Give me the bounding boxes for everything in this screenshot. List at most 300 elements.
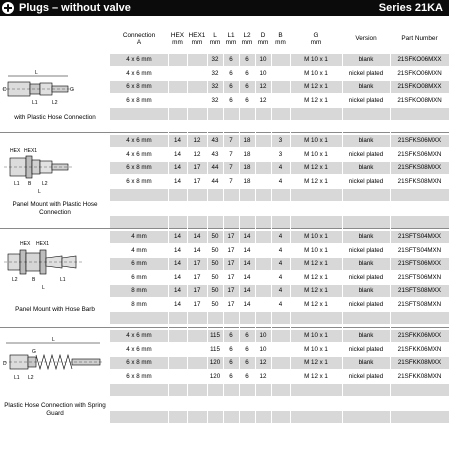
cell-l1 [223,384,239,396]
cell-l: 32 [211,96,219,104]
table-row [110,357,449,369]
cell-hex: 14 [174,137,181,144]
cell-l2: 14 [243,233,251,240]
cell-hex1 [187,371,207,383]
cell-g: M 12 x 1 [304,83,328,90]
table-row [110,203,449,215]
table-row [110,312,449,324]
cell-hex [168,108,187,120]
table-row [110,216,449,228]
cell-l1: 7 [229,150,233,158]
cell-hex [168,312,187,324]
cell-hex [168,357,187,369]
cell-l2 [239,312,255,324]
cell-l2: 18 [243,164,251,171]
cell-hex: 14 [174,287,181,294]
cell-part [390,203,449,215]
cell-l2 [239,203,255,215]
cell-hex [168,54,187,66]
cell-part: 21SFKO08MXX [397,83,442,90]
table-row [110,285,449,297]
cell-b [271,203,290,215]
cell-b: 4 [278,233,283,240]
column-divider [187,28,188,425]
cell-g: M 10 x 1 [304,150,328,158]
cell-connection: 6 x 8 mm [126,83,152,90]
cell-hex [168,203,187,215]
dim-label-l: L [38,189,41,195]
cell-l1: 6 [229,56,233,63]
cell-connection: 4 x 6 mm [126,345,152,353]
cell-g: M 12 x 1 [304,260,328,267]
dim-label-hex1: HEX1 [36,241,50,247]
cell-hex: 14 [174,300,181,308]
cell-connection [110,203,168,215]
cell-b [271,371,290,383]
cell-l1 [223,189,239,201]
cell-version: nickel plated [348,177,384,185]
table-row [110,411,449,423]
cell-g: M 12 x 1 [304,273,328,281]
cell-hex1: 17 [193,177,201,185]
cell-l2 [239,216,255,228]
cell-l1: 7 [229,164,233,171]
cell-l [207,189,223,201]
cell-connection: 4 mm [131,233,147,240]
cell-part [390,398,449,410]
cell-part: 21SFKS08MXX [397,164,442,171]
cell-part: 21SFKK06MXN [397,345,442,353]
cell-hex1 [187,189,207,201]
cell-l1 [223,216,239,228]
cell-hex1: 12 [193,137,201,144]
cell-l: 50 [211,287,219,294]
column-header-b: B mm [275,31,286,46]
cell-g [290,312,342,324]
group-divider [0,132,449,133]
cell-b: 4 [278,177,283,185]
cell-g: M 12 x 1 [304,96,328,104]
table-row [110,68,449,80]
cell-version: blank [358,56,374,63]
cell-b [271,216,290,228]
cell-b [271,384,290,396]
column-divider [168,28,169,425]
cell-l2: 6 [245,332,249,339]
cell-d [255,216,271,228]
cell-part [390,108,449,120]
table-row [110,95,449,107]
cell-d: 10 [259,332,267,339]
dim-label-g: G [32,349,36,355]
cell-hex [168,81,187,93]
cell-l: 50 [211,300,219,308]
cell-part: 21SFKK06MXX [397,332,442,339]
cell-l: 115 [210,345,220,353]
cell-l2: 18 [243,150,251,158]
cell-hex1: 17 [193,300,201,308]
cell-l2: 14 [243,300,251,308]
dim-label-l2: L2 [28,375,34,381]
table-row [110,258,449,270]
cell-hex: 14 [174,246,181,254]
cell-d [255,245,271,257]
cell-g [290,216,342,228]
column-header-l2: L2 mm [241,31,253,46]
cell-l: 50 [211,260,219,267]
cell-l1 [223,108,239,120]
table-row [110,371,449,383]
cell-l1: 17 [227,287,235,294]
cell-version [342,108,390,120]
dim-label-d: D [3,87,7,93]
cell-version: blank [358,233,374,240]
cell-connection: 4 x 6 mm [126,150,152,158]
cell-l2 [239,411,255,423]
cell-l: 120 [209,372,221,380]
cell-g: M 10 x 1 [304,56,328,63]
cell-connection: 6 mm [131,273,147,281]
dim-label-l2: L2 [52,100,58,106]
group-divider [0,327,449,328]
cell-l: 50 [211,273,219,281]
cell-l2: 18 [243,177,251,185]
cell-l2: 14 [243,287,251,294]
cell-g [290,203,342,215]
cell-connection [110,411,168,423]
cell-hex [168,95,187,107]
cell-b [271,411,290,423]
column-divider [342,28,343,425]
cell-hex: 14 [174,164,181,171]
cell-b: 4 [278,300,283,308]
table-row [110,189,449,201]
cell-l1: 17 [227,233,235,240]
table-row [110,330,449,342]
cell-part: 21SFTS08MXX [398,287,441,294]
cell-l1: 17 [227,260,235,267]
cell-version: blank [358,332,374,339]
cell-l2 [239,108,255,120]
column-header-connection: Connection A [122,31,156,46]
cell-g: M 12 x 1 [304,300,328,308]
cell-d: 12 [259,96,267,104]
cell-connection: 6 x 8 mm [126,96,152,104]
cell-connection: 4 x 6 mm [126,332,152,339]
table-row [110,135,449,147]
cell-b [271,357,290,369]
cell-connection [110,108,168,120]
table-row [110,149,449,161]
column-divider [390,28,391,425]
cell-d [255,176,271,188]
group-divider [0,228,449,229]
cell-l2: 6 [245,345,249,353]
cell-g: M 12 x 1 [304,164,328,171]
cell-g [290,411,342,423]
group-caption: Panel Mount with Plastic Hose Connection [12,201,98,216]
cell-connection: 6 x 8 mm [126,177,152,185]
cell-b [271,312,290,324]
cell-l1: 6 [229,359,233,366]
cell-part: 21SFTS06MXN [397,273,442,281]
cell-l1 [223,398,239,410]
cell-l2 [239,384,255,396]
dim-label-l1: L1 [14,181,20,187]
cell-hex1: 17 [193,273,201,281]
dim-label-hex: HEX [20,241,31,247]
cell-connection: 4 mm [131,246,147,254]
cell-b: 3 [278,137,283,144]
dim-label-b: B [28,181,32,187]
column-divider [223,28,224,425]
cell-hex [168,371,187,383]
cell-hex1 [187,411,207,423]
dim-label-l1: L1 [60,277,66,283]
cell-connection [110,384,168,396]
column-header-hex: HEX mm [170,31,185,46]
cell-l1: 17 [227,300,235,308]
cell-l: 44 [211,177,219,185]
panel-mount-hose-barb-drawing [2,238,106,292]
cell-version: nickel plated [348,273,384,281]
column-header-d: D mm [257,31,269,46]
table-row [110,344,449,356]
cell-l1: 6 [229,96,233,104]
cell-l [207,384,223,396]
cell-connection: 6 x 8 mm [126,372,152,380]
cell-part: 21SFKS06MXX [397,137,442,144]
table-row [110,162,449,174]
cell-g [290,108,342,120]
cell-hex1 [187,357,207,369]
column-header-g: G mm [310,31,322,46]
dim-label-g: G [70,87,74,93]
cell-l2: 14 [243,260,251,267]
cell-hex1: 17 [193,287,201,294]
cell-connection: 6 mm [131,260,147,267]
cell-version [342,398,390,410]
cell-d [255,384,271,396]
cell-b [271,54,290,66]
cell-l1: 6 [229,83,233,90]
plug-plastic-hose-drawing [2,64,106,110]
cell-connection: 6 x 8 mm [126,359,152,366]
cell-hex1 [187,95,207,107]
cell-hex [168,384,187,396]
cell-l1: 6 [229,345,233,353]
cell-b [271,330,290,342]
cell-hex1 [187,330,207,342]
cell-d: 10 [259,69,267,77]
cell-d [255,312,271,324]
cell-l1 [223,203,239,215]
cell-hex1 [187,81,207,93]
cell-version [342,384,390,396]
cell-version: nickel plated [348,246,384,254]
cell-l2: 6 [245,372,249,380]
table-row [110,54,449,66]
cell-l1: 6 [229,372,233,380]
cell-hex [168,398,187,410]
cell-l [207,312,223,324]
cell-g: M 12 x 1 [304,372,328,380]
column-divider [271,28,272,425]
column-header-hex1: HEX1 mm [188,31,206,46]
cell-l: 50 [211,233,219,240]
dim-label-hex1: HEX1 [24,148,38,154]
cell-l: 115 [210,332,220,339]
cell-part [390,189,449,201]
table-row [110,176,449,188]
cell-d: 10 [259,56,267,63]
cell-g [290,384,342,396]
cell-d [255,203,271,215]
cell-l1: 7 [229,177,233,185]
cell-version [342,203,390,215]
cell-connection: 4 x 6 mm [126,56,152,63]
cell-part: 21SFKO06MXX [397,56,442,63]
cell-b [271,189,290,201]
table-row [110,384,449,396]
cell-version [342,189,390,201]
cell-version: blank [358,83,374,90]
cell-hex1 [187,312,207,324]
cell-b: 4 [278,164,283,171]
cell-hex: 14 [174,273,181,281]
cell-d [255,108,271,120]
cell-version: blank [358,287,374,294]
cell-connection [110,189,168,201]
cell-connection: 4 x 6 mm [126,69,152,77]
cell-l1 [223,312,239,324]
cell-d: 12 [259,359,267,366]
cell-part [390,411,449,423]
cell-l: 120 [209,359,221,366]
cell-b [271,95,290,107]
cell-version: nickel plated [348,69,384,77]
cell-b [271,398,290,410]
cell-l [207,216,223,228]
cell-part: 21SFTS04MXN [397,246,442,254]
cell-l1: 6 [229,332,233,339]
cell-l2: 6 [245,359,249,366]
cell-part: 21SFKO06MXN [397,69,442,77]
cell-connection [110,312,168,324]
cell-l: 50 [211,246,219,254]
group-caption: with Plastic Hose Connection [14,114,96,121]
cell-b: 4 [278,246,283,254]
cell-l: 32 [211,69,219,77]
cell-version [342,216,390,228]
cell-l1: 17 [227,273,235,281]
cell-part: 21SFTS08MXN [397,300,442,308]
cell-hex [168,411,187,423]
cell-hex: 14 [174,177,181,185]
column-header-l1: L1 mm [225,31,237,46]
cell-part: 21SFKO08MXN [397,96,442,104]
cell-hex [168,189,187,201]
cell-version: blank [358,137,374,144]
cell-hex1: 14 [193,246,201,254]
cell-d: 12 [259,83,267,90]
cell-l [207,203,223,215]
cell-version: nickel plated [348,345,384,353]
series-label: Series 21KA [378,2,443,14]
cell-hex [168,216,187,228]
cell-version [342,312,390,324]
cell-version: blank [358,359,374,366]
cell-g [290,398,342,410]
cell-l2: 6 [245,56,249,63]
cell-d [255,285,271,297]
dim-label-l: L [35,70,38,76]
cell-l: 44 [211,164,219,171]
cell-version: nickel plated [348,96,384,104]
cell-hex1 [187,344,207,356]
cell-hex1 [187,398,207,410]
cell-d [255,411,271,423]
cell-hex [168,68,187,80]
dim-label-b: B [32,277,36,283]
cell-d [255,272,271,284]
cell-hex: 14 [174,233,181,240]
cell-connection: 4 x 6 mm [126,137,152,144]
cell-g [290,189,342,201]
table-row [110,81,449,93]
table-row [110,272,449,284]
cell-l: 32 [211,83,219,90]
cell-l1 [223,411,239,423]
table-row [110,299,449,311]
brand-logo-icon [2,2,14,14]
cell-b: 3 [278,150,283,158]
cell-connection [110,216,168,228]
cell-g: M 12 x 1 [304,287,328,294]
dim-label-hex: HEX [10,148,21,154]
title-bar [0,0,449,16]
cell-connection: 6 x 8 mm [126,164,152,171]
cell-part [390,216,449,228]
dim-label-l1: L1 [32,100,38,106]
cell-l2 [239,189,255,201]
cell-hex: 14 [174,150,181,158]
cell-g: M 12 x 1 [304,177,328,185]
cell-hex1 [187,68,207,80]
spring-guard-drawing [2,335,106,395]
cell-hex1: 14 [193,233,201,240]
cell-b [271,68,290,80]
cell-hex1 [187,54,207,66]
cell-version: blank [358,164,374,171]
cell-g: M 10 x 1 [304,332,328,339]
cell-d [255,189,271,201]
cell-part: 21SFKS08MXN [397,177,442,185]
column-divider [207,28,208,425]
cell-g: M 10 x 1 [304,233,328,240]
dim-label-l1: L1 [14,375,20,381]
cell-hex1 [187,108,207,120]
dim-label-d: D [3,361,7,367]
dim-label-l: L [52,337,55,343]
cell-part [390,384,449,396]
cell-g: M 10 x 1 [304,246,328,254]
table-row [110,398,449,410]
cell-l2: 14 [243,273,251,281]
cell-b: 4 [278,287,283,294]
cell-l1: 7 [229,137,233,144]
cell-d: 10 [259,345,267,353]
